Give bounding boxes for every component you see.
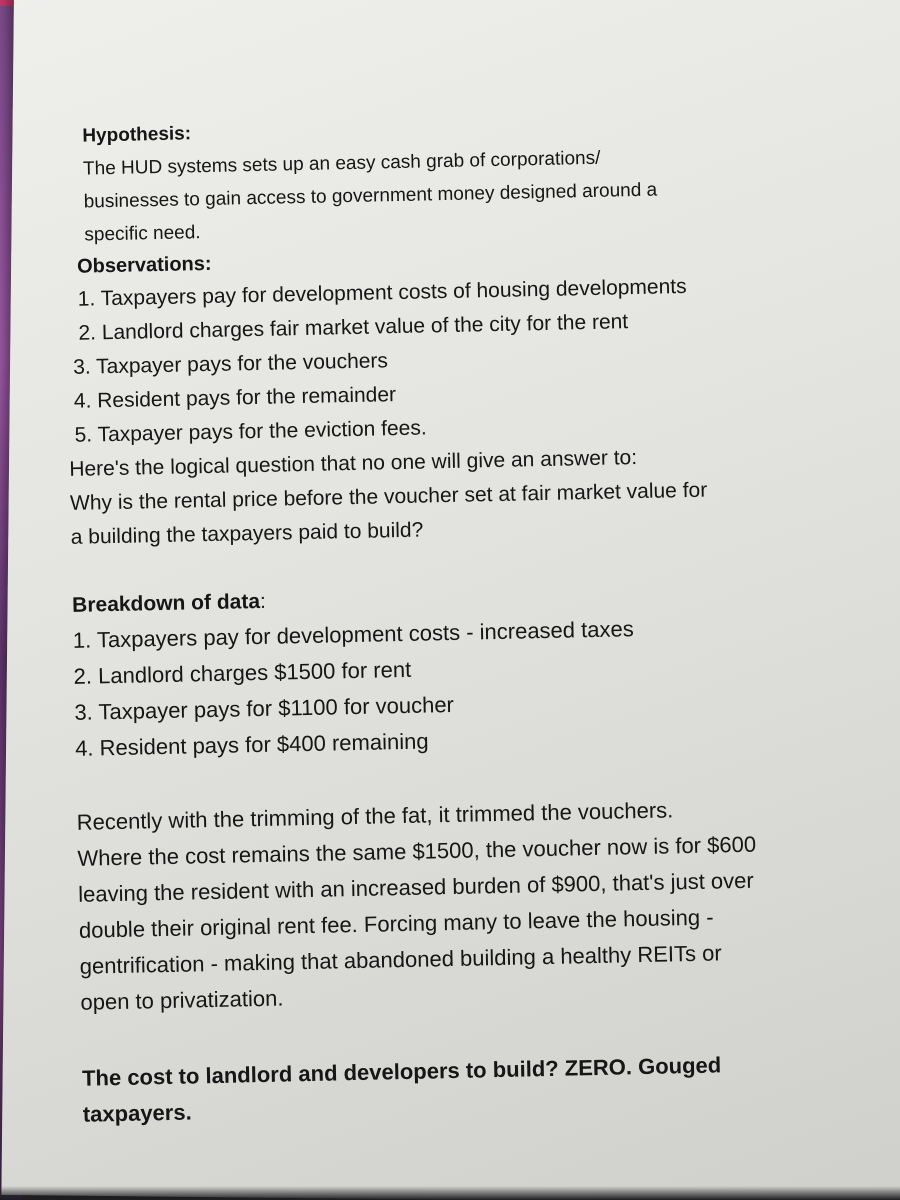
paragraph-line: leaving the resident with an increased burden of $900, that's just over bbox=[77, 867, 754, 907]
hypothesis-heading: Hypothesis: bbox=[82, 123, 192, 147]
breakdown-item: 1. Taxpayers pay for development costs - increased taxes bbox=[72, 616, 634, 653]
breakdown-heading-text: Breakdown of data bbox=[71, 589, 261, 617]
observation-item: 5. Taxpayer pays for the eviction fees. bbox=[74, 416, 427, 447]
breakdown-heading-colon: : bbox=[259, 589, 267, 613]
conclusion-line: taxpayers. bbox=[82, 1099, 192, 1127]
observation-item: 1. Taxpayers pay for development costs of housing developments bbox=[77, 274, 687, 311]
question-line: a building the taxpayers paid to build? bbox=[70, 518, 424, 549]
observation-item: 2. Landlord charges fair market value of the city for the rent bbox=[78, 310, 629, 345]
document-text bbox=[62, 103, 873, 1132]
observations-heading: Observations: bbox=[76, 252, 212, 278]
breakdown-item: 4. Resident pays for $400 remaining bbox=[74, 728, 429, 761]
breakdown-item: 2. Landlord charges $1500 for rent bbox=[73, 656, 412, 689]
conclusion-line: The cost to landlord and developers to build? ZERO. Gouged bbox=[81, 1052, 722, 1091]
hypothesis-line: The HUD systems sets up an easy cash grab of corporations/ bbox=[82, 147, 601, 180]
paragraph-line: gentrification - making that abandoned building a healthy REITs or bbox=[79, 940, 722, 979]
paragraph-line: Recently with the trimming of the fat, it trimmed the vouchers. bbox=[76, 797, 674, 835]
hypothesis-line: specific need. bbox=[84, 222, 201, 246]
paragraph-line: Where the cost remains the same $1500, the voucher now is for $600 bbox=[77, 831, 757, 871]
breakdown-item: 3. Taxpayer pays for $1100 for voucher bbox=[74, 691, 455, 725]
question-line: Here's the logical question that no one will give an answer to: bbox=[69, 446, 638, 481]
hypothesis-line: businesses to gain access to government money designed around a bbox=[83, 179, 658, 213]
observation-item: 3. Taxpayer pays for the vouchers bbox=[72, 349, 389, 379]
paragraph-line: double their original rent fee. Forcing many to leave the housing - bbox=[78, 904, 714, 943]
paragraph-line: open to privatization. bbox=[80, 985, 284, 1015]
bottom-shadow bbox=[0, 1186, 900, 1200]
question-line: Why is the rental price before the voucher set at fair market value for bbox=[69, 478, 708, 515]
observation-item: 4. Resident pays for the remainder bbox=[73, 383, 397, 413]
